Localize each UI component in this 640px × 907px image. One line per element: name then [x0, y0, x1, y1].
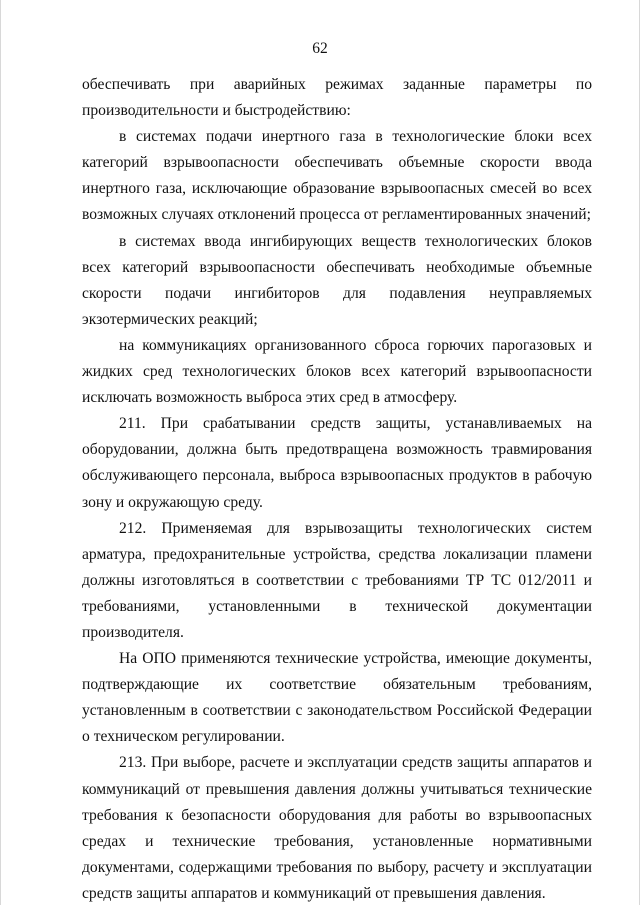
paragraph-213: 213. При выборе, расчете и эксплуатации средств защиты аппаратов и коммуникаций от превышения давления должны учитываться технические требования к безопасности оборудования для работы во взрывоопасных средах и технические требования, установленные нормативными документами, содержащими требования по выбору, расчету и эксплуатации средств защиты аппаратов и коммуникаций от превышения давления. [82, 754, 592, 902]
paragraph-discharge: на коммуникациях организованного сброса горючих парогазовых и жидких сред технологических блоков всех категорий взрывоопасности исключать возможность выброса этих сред в атмосферу. [82, 336, 592, 407]
scan-edge-left [0, 0, 1, 905]
paragraph-continuation: обеспечивать при аварийных режимах заданные параметры по производительности и быстродействию: [82, 76, 592, 120]
paragraph-inhibitors: в системах ввода ингибирующих веществ технологических блоков всех категорий взрывоопасности обеспечивать необходимые объемные скорости подачи ингибиторов для подавления неуправляемых экзотермических реакций; [82, 232, 592, 328]
paragraph-211: 211. При срабатывании средств защиты, устанавливаемых на оборудовании, должна быть предотвращена возможность травмирования обслуживающего персонала, выброса взрывоопасных продуктов в рабочую зону и окружающую среду. [82, 415, 592, 511]
paragraph-opo: На ОПО применяются технические устройства, имеющие документы, подтверждающие их соответствие обязательным требованиям, установленным в соответствии с законодательством Российской Федерации о техническом регулировании. [82, 650, 592, 746]
document-body [82, 72, 592, 907]
paragraph-212: 212. Применяемая для взрывозащиты технологических систем арматура, предохранительные устройства, средства локализации пламени должны изготовляться в соответствии с требованиями ТР ТС 012/2011 и требованиями, установленными в технической документации производителя. [82, 519, 592, 641]
page-number: 62 [312, 40, 328, 57]
paragraph-inert-gas: в системах подачи инертного газа в технологические блоки всех категорий взрывоопасности обеспечивать объемные скорости ввода инертного газа, исключающие образование взрывоопасных смесей во всех возможных случаях отклонений процесса от регламентированных значений; [82, 128, 592, 224]
